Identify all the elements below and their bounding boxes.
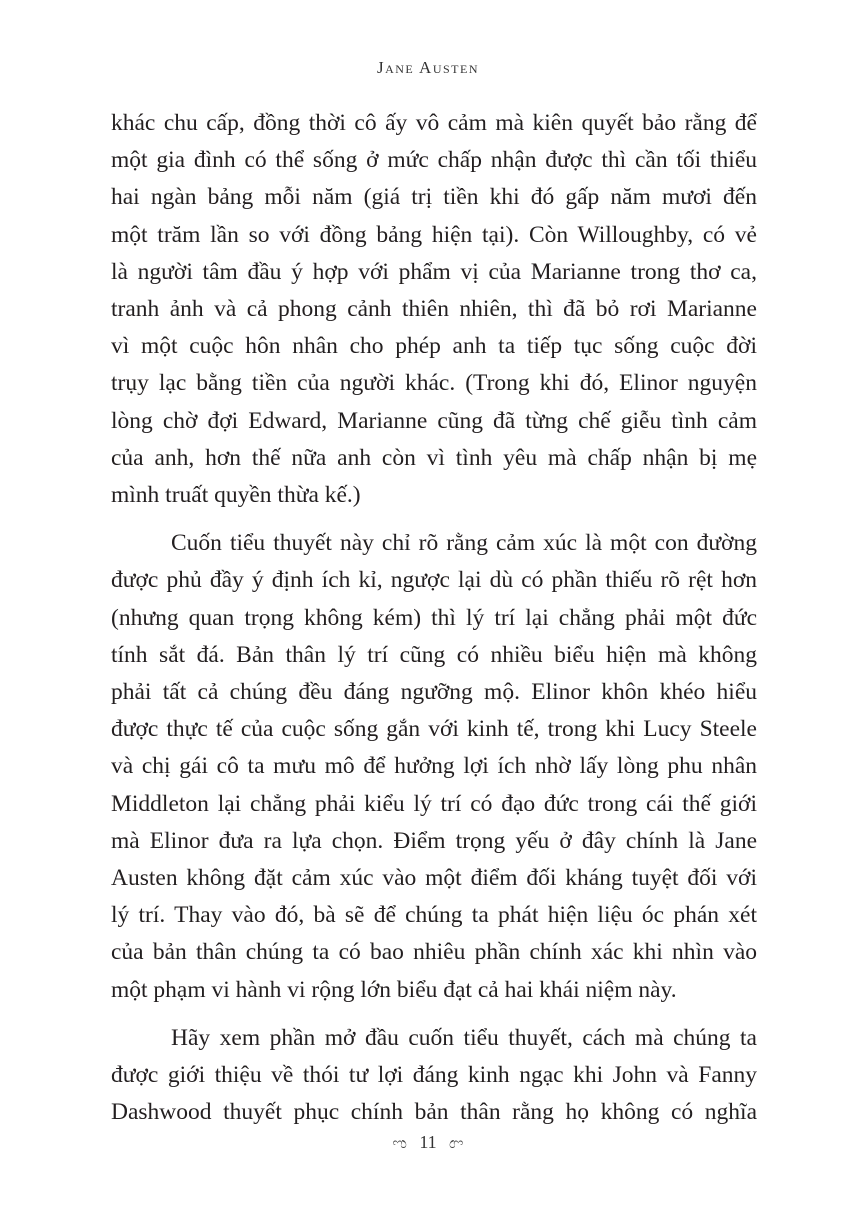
- text-line: của bản thân chúng ta có bao nhiêu phần chính xác khi nhìn vào: [111, 939, 757, 966]
- text-line: Dashwood thuyết phục chính bản thân rằng họ không có nghĩa: [111, 1099, 757, 1126]
- page-footer: [0, 1132, 856, 1153]
- text-line: (nhưng quan trọng không kém) thì lý trí lại chẳng phải một đức: [111, 604, 757, 631]
- text-line: mình truất quyền thừa kế.): [111, 482, 361, 509]
- text-line: một gia đình có thể sống ở mức chấp nhận được thì cần tối thiểu: [111, 147, 757, 174]
- text-line: lý trí. Thay vào đó, bà sẽ để chúng ta phát hiện liệu óc phán xét: [111, 902, 757, 929]
- text-line: được thực tế của cuộc sống gắn với kinh tế, trong khi Lucy Steele: [111, 716, 757, 743]
- text-line: lòng chờ đợi Edward, Marianne cũng đã từng chế giễu tình cảm: [111, 407, 757, 434]
- text-line: khác chu cấp, đồng thời cô ấy vô cảm mà kiên quyết bảo rằng để: [111, 110, 757, 136]
- text-line: một phạm vi hành vi rộng lớn biểu đạt cả hai khái niệm này.: [111, 976, 677, 1003]
- text-line: Middleton lại chẳng phải kiểu lý trí có đạo đức trong cái thế giới: [111, 790, 757, 817]
- text-line: một trăm lần so với đồng bảng hiện tại). Còn Willoughby, có vẻ: [111, 221, 757, 248]
- left-ornament-icon: ಌ: [392, 1134, 407, 1152]
- text-line: là người tâm đầu ý hợp với phẩm vị của Marianne trong thơ ca,: [111, 258, 757, 285]
- page-number: 11: [419, 1132, 437, 1152]
- right-ornament-icon: ಌ: [449, 1134, 464, 1152]
- text-line: phải tất cả chúng đều đáng ngưỡng mộ. Elinor khôn khéo hiểu: [111, 679, 757, 706]
- paragraph: [111, 1020, 757, 1132]
- paragraph: [111, 525, 757, 1009]
- text-line: tranh ảnh và cả phong cảnh thiên nhiên, thì đã bỏ rơi Marianne: [111, 296, 757, 323]
- text-line: trụy lạc bằng tiền của người khác. (Trong khi đó, Elinor nguyện: [111, 370, 757, 397]
- text-line: hai ngàn bảng mỗi năm (giá trị tiền khi đó gấp năm mươi đến: [111, 184, 757, 211]
- text-line: Austen không đặt cảm xúc vào một điểm đối kháng tuyệt đối với: [111, 865, 757, 892]
- text-line: Cuốn tiểu thuyết này chỉ rõ rằng cảm xúc là một con đường: [171, 530, 757, 557]
- body-text: [111, 105, 757, 1131]
- text-line: và chị gái cô ta mưu mô để hưởng lợi ích nhờ lấy lòng phu nhân: [111, 753, 757, 780]
- running-head: Jane Austen: [376, 58, 480, 77]
- text-line: vì một cuộc hôn nhân cho phép anh ta tiếp tục sống cuộc đời: [111, 333, 757, 360]
- text-line: tính sắt đá. Bản thân lý trí cũng có nhiều biểu hiện mà không: [111, 641, 757, 668]
- text-line: của anh, hơn thế nữa anh còn vì tình yêu mà chấp nhận bị mẹ: [111, 444, 757, 471]
- text-line: mà Elinor đưa ra lựa chọn. Điểm trọng yếu ở đây chính là Jane: [111, 827, 757, 854]
- text-line: được giới thiệu về thói tư lợi đáng kinh ngạc khi John và Fanny: [111, 1062, 757, 1089]
- paragraph: [111, 105, 757, 514]
- text-line: được phủ đầy ý định ích kỉ, ngược lại dù có phần thiếu rõ rệt hơn: [111, 567, 757, 594]
- text-line: Hãy xem phần mở đầu cuốn tiểu thuyết, cách mà chúng ta: [171, 1024, 757, 1051]
